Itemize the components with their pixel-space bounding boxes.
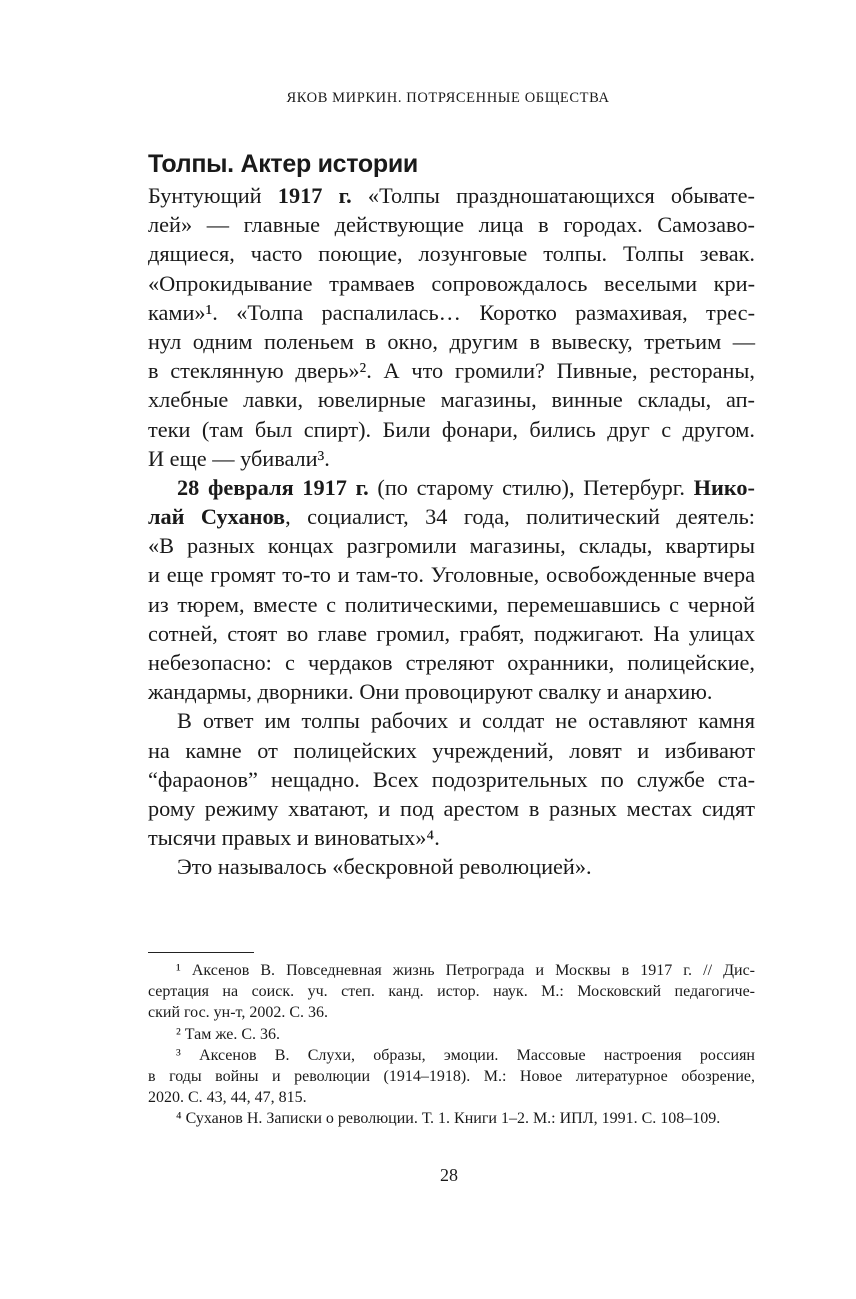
text-line xyxy=(148,239,755,268)
page-number: 28 xyxy=(440,1165,458,1185)
text-line xyxy=(148,823,755,852)
text-segment: И еще — убивали³. xyxy=(148,445,330,471)
text-line xyxy=(148,852,755,881)
paragraph xyxy=(148,706,755,852)
text-line xyxy=(148,502,755,531)
paragraph xyxy=(148,852,755,881)
footnote xyxy=(148,960,755,1024)
footnote-line: ² Там же. С. 36. xyxy=(176,1025,281,1043)
body-text xyxy=(148,181,755,882)
bold-text: 28 февраля 1917 г. xyxy=(177,474,369,500)
text-segment: «Опрокидывание трамваев сопровождалось веселыми кри- xyxy=(148,270,755,296)
text-segment: дящиеся, часто поющие, лозунговые толпы. Толпы зевак. xyxy=(148,241,755,267)
text-line xyxy=(148,560,755,589)
text-segment: лей» — главные действующие лица в городах. Самозаво- xyxy=(148,212,755,238)
text-line xyxy=(148,210,755,239)
text-segment: на камне от полицейских учреждений, ловят и избивают xyxy=(148,737,755,763)
text-segment: «В разных концах разгромили магазины, склады, квартиры xyxy=(148,533,755,559)
footnote xyxy=(148,1108,755,1129)
text-line xyxy=(148,356,755,385)
text-segment: жандармы, дворники. Они провоцируют свалку и анархию. xyxy=(148,679,713,705)
bold-text: 1917 г. xyxy=(277,183,352,208)
text-line xyxy=(148,327,755,356)
text-segment: в стеклянную дверь»². А что громили? Пивные, рестораны, xyxy=(148,358,755,384)
section-title: Толпы. Актер истории xyxy=(148,150,418,178)
bold-text: Нико- xyxy=(693,474,755,500)
text-segment: хлебные лавки, ювелирные магазины, винные склады, ап- xyxy=(148,387,755,413)
footnote-line: ³ Аксенов В. Слухи, образы, эмоции. Массовые настроения россиян xyxy=(176,1046,755,1064)
text-segment: , социалист, 34 года, политический деятель: xyxy=(285,504,755,530)
footnote-line: ¹ Аксенов В. Повседневная жизнь Петрограда и Москвы в 1917 г. // Дис- xyxy=(176,962,755,979)
text-line xyxy=(148,181,755,210)
text-segment: ками»¹. «Толпа распалилась… Коротко размахивая, трес- xyxy=(148,299,755,325)
text-line xyxy=(148,473,755,502)
text-line xyxy=(148,298,755,327)
text-line xyxy=(148,648,755,677)
text-segment: “фараонов” нещадно. Всех подозрительных по службе ста- xyxy=(148,766,755,792)
text-line xyxy=(148,736,755,765)
footnote-line: 2020. С. 43, 44, 47, 815. xyxy=(148,1089,307,1107)
text-line xyxy=(148,765,755,794)
text-segment: небезопасно: с чердаков стреляют охранники, полицейские, xyxy=(148,650,755,675)
text-segment: Бунтующий xyxy=(148,183,278,208)
footnote xyxy=(148,1045,755,1109)
paragraph xyxy=(148,181,755,473)
text-line xyxy=(148,619,755,648)
text-line xyxy=(148,444,755,473)
text-line xyxy=(148,385,755,414)
paragraph xyxy=(148,473,755,707)
text-segment: рому режиму хватают, и под арестом в разных местах сидят xyxy=(148,795,755,821)
text-segment: и еще громят то-то и там-то. Уголовные, освобожденные вчера xyxy=(148,562,755,588)
text-segment: (по старому стилю), Петербург. xyxy=(368,474,694,500)
bold-text: лай Суханов xyxy=(148,504,286,530)
footnote-line: сертация на соиск. уч. степ. канд. истор. наук. М.: Московский педагогиче- xyxy=(148,983,755,1001)
text-line xyxy=(148,531,755,560)
text-line xyxy=(148,794,755,823)
text-segment: сотней, стоят во главе громил, грабят, поджигают. На улицах xyxy=(148,620,755,646)
text-line xyxy=(148,677,755,706)
footnote-line: ⁴ Суханов Н. Записки о революции. Т. 1. Книги 1–2. М.: ИПЛ, 1991. С. 108–109. xyxy=(176,1110,721,1128)
footnotes xyxy=(148,960,755,1130)
text-segment: В ответ им толпы рабочих и солдат не оставляют камня xyxy=(177,708,755,734)
text-segment: Это называлось «бескровной революцией». xyxy=(177,854,592,880)
footnote-line: в годы войны и революции (1914–1918). М.: Новое литературное обозрение, xyxy=(148,1067,755,1085)
footnote-line: ский гос. ун-т, 2002. С. 36. xyxy=(148,1004,329,1022)
text-line xyxy=(148,590,755,619)
text-segment: нул одним поленьем в окно, другим в вывеску, третьим — xyxy=(148,328,755,354)
text-line xyxy=(148,269,755,298)
text-line xyxy=(148,415,755,444)
text-segment: теки (там был спирт). Били фонари, бились друг с другом. xyxy=(148,416,755,442)
text-segment: тысячи правых и виноватых»⁴. xyxy=(148,825,440,851)
text-segment: «Толпы праздношатающихся обывате- xyxy=(351,183,755,208)
footnote-divider xyxy=(148,952,254,953)
text-line xyxy=(148,706,755,735)
text-segment: из тюрем, вместе с политическими, перемешавшись с черной xyxy=(148,591,755,617)
footnote xyxy=(148,1024,755,1045)
running-header: ЯКОВ МИРКИН. ПОТРЯСЕННЫЕ ОБЩЕСТВА xyxy=(286,90,610,106)
